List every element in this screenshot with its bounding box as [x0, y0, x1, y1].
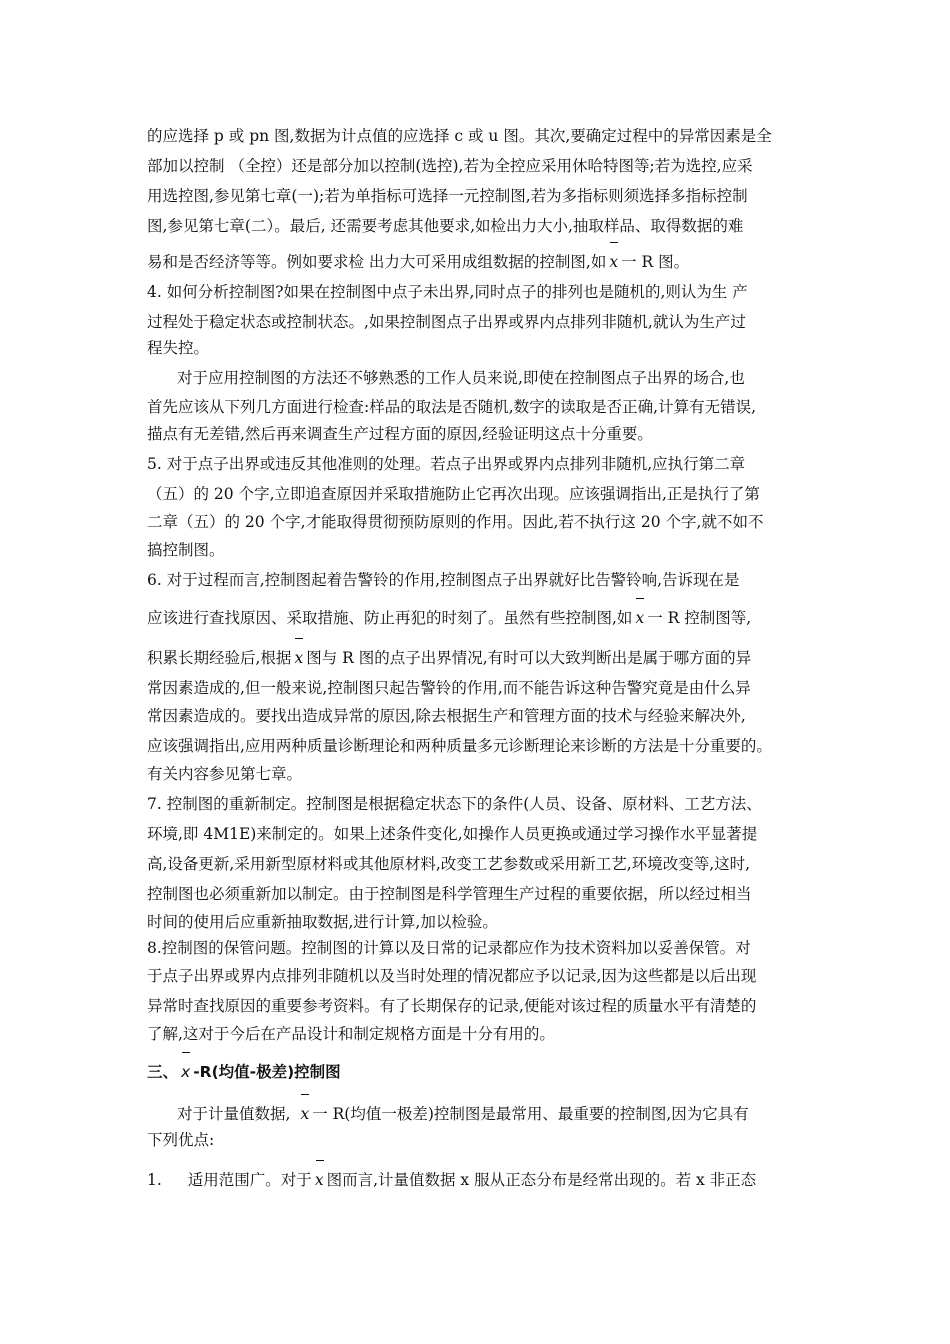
text-line: 描点有无差错,然后再来调查生产过程方面的原因,经验证明这点十分重要。 [147, 425, 653, 443]
text-line: 搞控制图。 [147, 541, 225, 559]
text-line: 常因素造成的。要找出造成异常的原因,除去根据生产和管理方面的技术与经验来解决外, [147, 707, 746, 725]
text-line: 用选控图,参见第七章(一);若为单指标可选择一元控制图,若为多指标则须选择多指标控制 [147, 187, 748, 205]
x-bar-symbol: x [315, 1168, 324, 1190]
list-number: 1. [147, 1171, 162, 1189]
text-line: 6. 对于过程而言,控制图起着告警铃的作用,控制图点子出界就好比告警铃响,告诉现在是 [147, 571, 740, 589]
text-line: 应该强调指出,应用两种质量诊断理论和两种质量多元诊断理论来诊断的方法是十分重要的。 [147, 737, 772, 755]
text-line: 于点子出界或界内点排列非随机以及当时处理的情况都应予以记录,因为这些都是以后出现 [147, 967, 757, 985]
text-line: 有关内容参见第七章。 [147, 765, 303, 783]
text-segment: 易和是否经济等等。例如要求检 出力大可采用成组数据的控制图,如 [147, 253, 607, 271]
text-line: 控制图也必须重新加以制定。由于控制图是科学管理生产过程的重要依据，所以经过相当 [147, 885, 752, 903]
text-line: 高,设备更新,采用新型原材料或其他原材料,改变工艺参数或采用新工艺,环境改变等,这时, [147, 855, 751, 873]
x-bar-symbol: x [635, 606, 644, 628]
text-segment: 适用范围广。对于 [187, 1171, 312, 1189]
text-line: 异常时查找原因的重要参考资料。有了长期保存的记录,便能对该过程的质量水平有清楚的 [147, 997, 757, 1015]
text-line-with-xbar [177, 1102, 749, 1124]
x-bar-symbol: x [181, 1060, 190, 1082]
text-line: 时间的使用后应重新抽取数据,进行计算,加以检验。 [147, 913, 498, 931]
text-line-with-xbar [147, 646, 751, 668]
text-line: 对于应用控制图的方法还不够熟悉的工作人员来说,即使在控制图点子出界的场合,也 [177, 369, 745, 387]
text-line: 5. 对于点子出界或违反其他准则的处理。若点子出界或界内点排列非随机,应执行第二章 [147, 455, 746, 473]
text-line: 4. 如何分析控制图?如果在控制图中点子未出界,同时点子的排列也是随机的,则认为生 产 [147, 283, 748, 301]
x-bar-symbol: x [300, 1102, 309, 1124]
text-segment: 一 R 控制图等, [647, 609, 752, 627]
text-line: 了解,这对于今后在产品设计和制定规格方面是十分有用的。 [147, 1025, 555, 1043]
text-line: 首先应该从下列几方面进行检查:样品的取法是否随机,数字的读取是否正确,计算有无错误, [147, 398, 757, 416]
text-line: 的应选择 p 或 pn 图,数据为计点值的应选择 c 或 u 图。其次,要确定过程中的异常因素是全 [147, 127, 772, 145]
text-line: 环境,即 4M1E)来制定的。如果上述条件变化,如操作人员更换或通过学习操作水平显著提 [147, 825, 758, 843]
text-segment: 积累长期经验后,根据 [147, 649, 292, 667]
text-line-with-xbar [147, 250, 689, 272]
text-line: 8.控制图的保管问题。控制图的计算以及日常的记录都应作为技术资料加以妥善保管。对 [147, 939, 751, 957]
text-segment: 一 R(均值一极差)控制图是最常用、最重要的控制图,因为它具有 [312, 1105, 749, 1123]
text-segment: 应该进行查找原因、采取措施、防止再犯的时刻了。虽然有些控制图,如 [147, 609, 633, 627]
x-bar-symbol: x [294, 646, 303, 668]
text-line-with-xbar [147, 606, 751, 628]
text-line: （五）的 20 个字,立即追查原因并采取措施防止它再次出现。应该强调指出,正是执行了第 [147, 485, 760, 503]
text-segment: 图与 R 图的点子出界情况,有时可以大致判断出是属于哪方面的异 [306, 649, 752, 667]
text-segment: 对于计量值数据, [177, 1105, 291, 1123]
section-title: -R(均值-极差)控制图 [193, 1063, 341, 1081]
text-line: 二章（五）的 20 个字,才能取得贯彻预防原则的作用。因此,若不执行这 20 个字,就不如不 [147, 513, 764, 531]
x-bar-symbol: x [609, 250, 618, 272]
text-line: 7. 控制图的重新制定。控制图是根据稳定状态下的条件(人员、设备、原材料、工艺方法、 [147, 795, 762, 813]
text-segment: 图而言,计量值数据 x 服从正态分布是经常出现的。若 x 非正态 [326, 1171, 757, 1189]
section-heading [147, 1060, 341, 1082]
text-line: 部加以控制 （全控）还是部分加以控制(选控),若为全控应采用休哈特图等;若为选控,应采 [147, 157, 753, 175]
text-line: 常因素造成的,但一般来说,控制图只起告警铃的作用,而不能告诉这种告警究竟是由什么异 [147, 679, 751, 697]
text-segment: 一 R 图。 [621, 253, 690, 271]
section-number: 三、 [147, 1063, 179, 1081]
text-line: 过程处于稳定状态或控制状态。,如果控制图点子出界或界内点排列非随机,就认为生产过 [147, 313, 746, 331]
text-line: 程失控。 [147, 339, 210, 357]
text-line: 下列优点: [147, 1131, 215, 1149]
text-line: 图,参见第七章(二）。最后, 还需要考虑其他要求,如检出力大小,抽取样品、取得数据的难 [147, 217, 744, 235]
list-item [147, 1168, 756, 1190]
